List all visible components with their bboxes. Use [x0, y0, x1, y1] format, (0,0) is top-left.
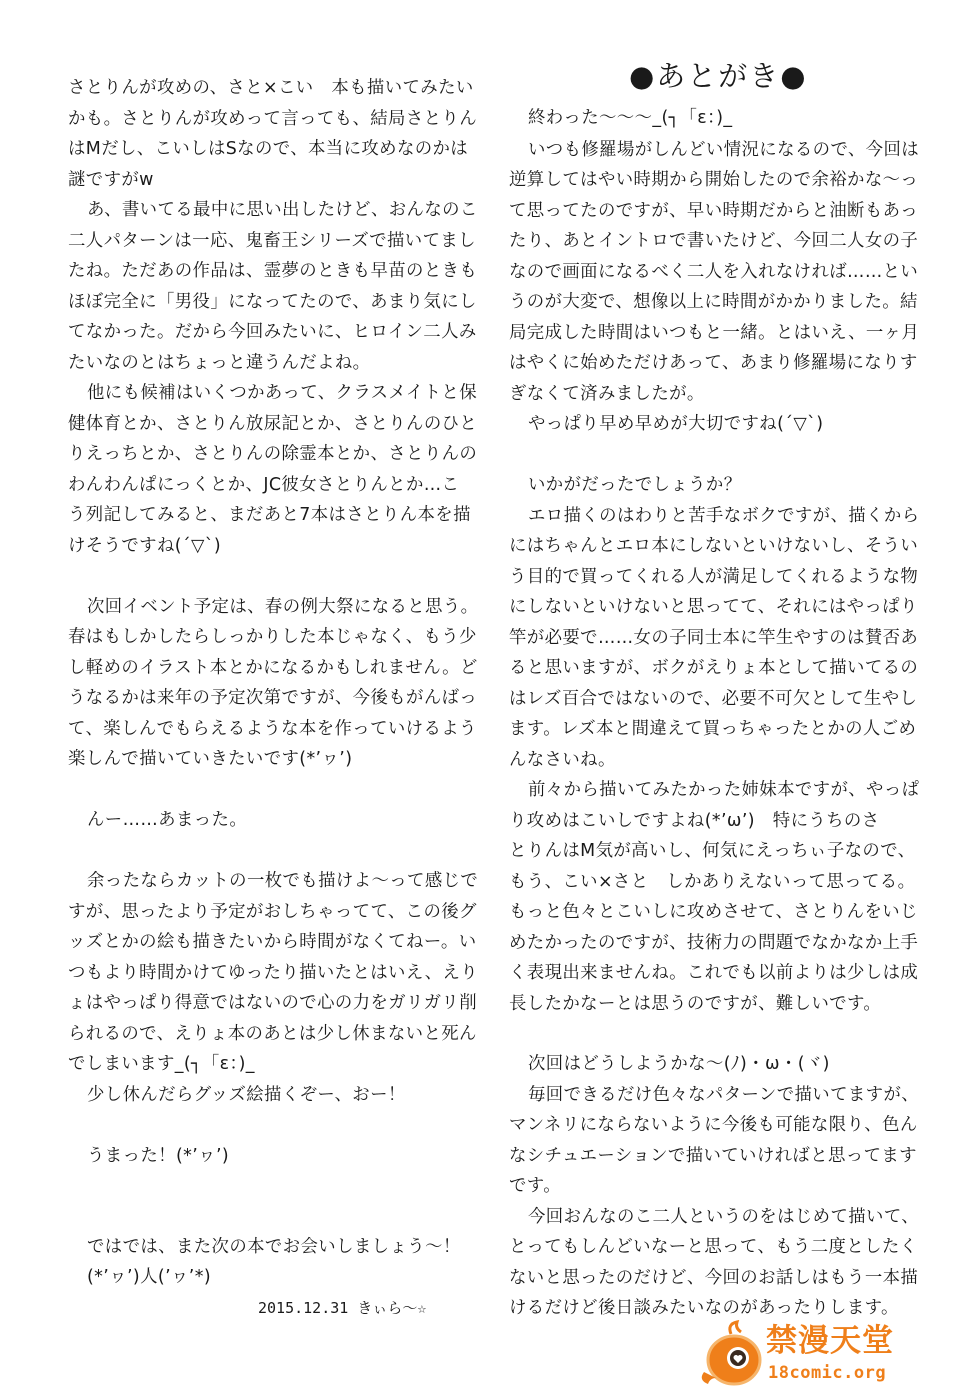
- text-line: マンネリにならないように今後も可能な限り、色ん: [509, 1115, 918, 1135]
- text-line: ないと思ったのだけど、今回のお話しはもう一本描: [509, 1268, 919, 1288]
- text-line: 毎回できるだけ色々なパターンで描いてますが、: [528, 1085, 920, 1105]
- text-line: て思ってたのですが、早い時期だからと油断もあっ: [509, 201, 919, 221]
- text-line: 今回おんなのこ二人というのをはじめて描いて、: [528, 1207, 920, 1227]
- text-line: り攻めはこいしですよね(*’ω’) 特にうちのさ: [509, 811, 880, 831]
- text-line: いつも修羅場がしんどい情況になるので、今回は: [528, 140, 920, 160]
- text-line: ッズとかの絵も描きたいから時間がなくてねー。い: [68, 932, 477, 952]
- text-line: 竿が必要で……女の子同士本に竿生やすのは賛否あ: [509, 628, 919, 648]
- text-line: りえっちとか、さとりんの除霊本とか、さとりんの: [68, 444, 478, 464]
- text-line: でしまいます_(┐「ε：)_: [68, 1054, 255, 1074]
- text-line: 他にも候補はいくつかあって、クラスメイトと保: [87, 383, 478, 403]
- text-line: エロ描くのはわりと苦手なボクですが、描くから: [528, 506, 920, 526]
- text-line: く表現出来ませんね。これでも以前よりは少しは成: [509, 963, 919, 983]
- text-line: ぎなくて済みましたが。: [509, 384, 705, 404]
- watermark-text: 禁漫天堂: [766, 1323, 894, 1359]
- text-line: ょはやっぱり得意ではないので心の力をガリガリ削: [68, 993, 478, 1013]
- text-line: つもより時間かけてゆったり描いたとはいえ、えり: [68, 963, 479, 983]
- watermark-logo: [698, 1320, 920, 1392]
- signature-date: 2015.12.31 きぃら～☆: [258, 1299, 427, 1317]
- text-line: 余ったならカットの一枚でも描けよ～って感じで: [87, 871, 479, 891]
- text-line: う列記してみると、まだあと7本はさとりん本を描: [68, 505, 471, 525]
- text-line: てなかった。だから今回みたいに、ヒロイン二人み: [68, 322, 477, 342]
- text-line: とってもしんどいなーと思って、もう二度としたく: [509, 1237, 918, 1257]
- text-line: もっと色々とこいしに攻めさせて、さとりんをいじ: [509, 902, 918, 922]
- text-line: 少し休んだらグッズ絵描くぞー、おー！: [87, 1085, 406, 1105]
- text-line: はMだし、こいしはSなので、本当に攻めなのかは: [68, 139, 469, 159]
- afterword-right-column: [509, 0, 919, 1398]
- text-line: いかがだったでしょうか？: [528, 475, 742, 495]
- text-line: にはちゃんとエロ本にしないといけないし、そうい: [509, 536, 919, 556]
- text-line: 春はもしかしたらしっかりした本じゃなく、もう少: [68, 627, 477, 647]
- text-line: にしないといけないと思ってて、それにはやっぱり: [509, 597, 918, 617]
- text-line: (*’ヮ’)人(’ヮ’*): [87, 1267, 212, 1287]
- watermark-url: 18comic.org: [768, 1363, 887, 1383]
- text-line: とりんはM気が高いし、何気にえっちぃ子なので、: [509, 841, 916, 861]
- text-line: 局完成した時間はいつもと一緒。とはいえ、一ヶ月: [509, 323, 920, 343]
- text-line: う目的で買ってくれる人が満足してくれるような物: [509, 567, 919, 587]
- text-line: めたかったのですが、技術力の問題でなかなか上手: [509, 933, 919, 953]
- mascot-icon: [698, 1320, 768, 1392]
- text-line: うなるかは来年の予定次第ですが、今後もがんばっ: [68, 688, 478, 708]
- text-line: ると思いますが、ボクがえりょ本として描いてるの: [509, 658, 919, 678]
- text-line: 二人パターンは一応、鬼畜王シリーズで描いてまし: [68, 231, 476, 251]
- text-line: かも。さとりんが攻めって言っても、結局さとりん: [68, 109, 478, 129]
- text-line: はレズ百合ではないので、必要不可欠として生やし: [509, 689, 918, 709]
- text-line: けるだけど後日談みたいなのがあったりします。: [509, 1298, 899, 1318]
- text-line: たいなのとはちょっと違うんだよね。: [68, 353, 371, 373]
- text-line: たね。ただあの作品は、霊夢のときも早苗のときも: [68, 261, 478, 281]
- text-line: 前々から描いてみたかった姉妹本ですが、やっぱ: [528, 780, 920, 800]
- text-line: です。: [509, 1176, 561, 1196]
- text-line: 次回イベント予定は、春の例大祭になると思う。: [87, 597, 479, 617]
- afterword-left-column: [68, 0, 478, 1398]
- text-line: 終わった～～～_(┐「ε：)_: [528, 108, 733, 128]
- text-line: て、楽しんでもらえるような本を作っていけるよう: [68, 719, 477, 739]
- text-line: 健体育とか、さとりん放尿記とか、さとりんのひと: [68, 414, 478, 434]
- text-line: ほぼ完全に「男役」になってたので、あまり気にし: [68, 292, 477, 312]
- text-line: 次回はどうしようかな～(ﾉ)・ω・(ヾ): [528, 1054, 830, 1074]
- text-line: なので画面になるべく二人を入れなければ……とい: [509, 262, 919, 282]
- afterword-title: ●あとがき●: [629, 59, 808, 93]
- text-line: うまった！(*’ヮ’): [87, 1146, 230, 1166]
- text-line: うのが大変で、想像以上に時間がかかりました。結: [509, 292, 918, 312]
- text-line: すが、思ったより予定がおしちゃってて、この後グ: [68, 902, 477, 922]
- text-line: なシチュエーションで描いていければと思ってます: [509, 1146, 917, 1166]
- text-line: やっぱり早め早めが大切ですね(´▽`): [528, 414, 824, 434]
- text-line: もう、こい×さと しかありえないって思ってる。: [509, 872, 916, 892]
- text-line: ます。レズ本と間違えて買っちゃったとかの人ごめ: [509, 719, 917, 739]
- text-line: さとりんが攻めの、さと×こい 本も描いてみたい: [68, 78, 474, 98]
- text-line: はやくに始めただけあって、あまり修羅場になりす: [509, 353, 918, 373]
- text-line: られるので、えりょ本のあとは少し休まないと死ん: [68, 1024, 477, 1044]
- text-line: 楽しんで描いていきたいです(*’ヮ’): [68, 749, 353, 769]
- text-line: んー……あまった。: [87, 810, 248, 830]
- text-line: たり、あとイントロで書いたけど、今回二人女の子: [509, 231, 919, 251]
- text-line: ではでは、また次の本でお会いしましょう～！: [87, 1237, 461, 1257]
- text-line: 逆算してはやい時期から開始したので余裕かな～っ: [509, 170, 919, 190]
- text-line: んなさいね。: [509, 750, 616, 770]
- text-line: けそうですね(´▽`): [68, 536, 222, 556]
- text-line: 長したかなーとは思うのですが、難しいです。: [509, 994, 882, 1014]
- text-line: 謎ですがw: [68, 170, 154, 190]
- text-line: わんわんぱにっくとか、JC彼女さとりんとか…こ: [68, 475, 460, 495]
- text-line: し軽めのイラスト本とかになるかもしれません。ど: [68, 658, 478, 678]
- text-line: あ、書いてる最中に思い出したけど、おんなのこ: [87, 200, 478, 220]
